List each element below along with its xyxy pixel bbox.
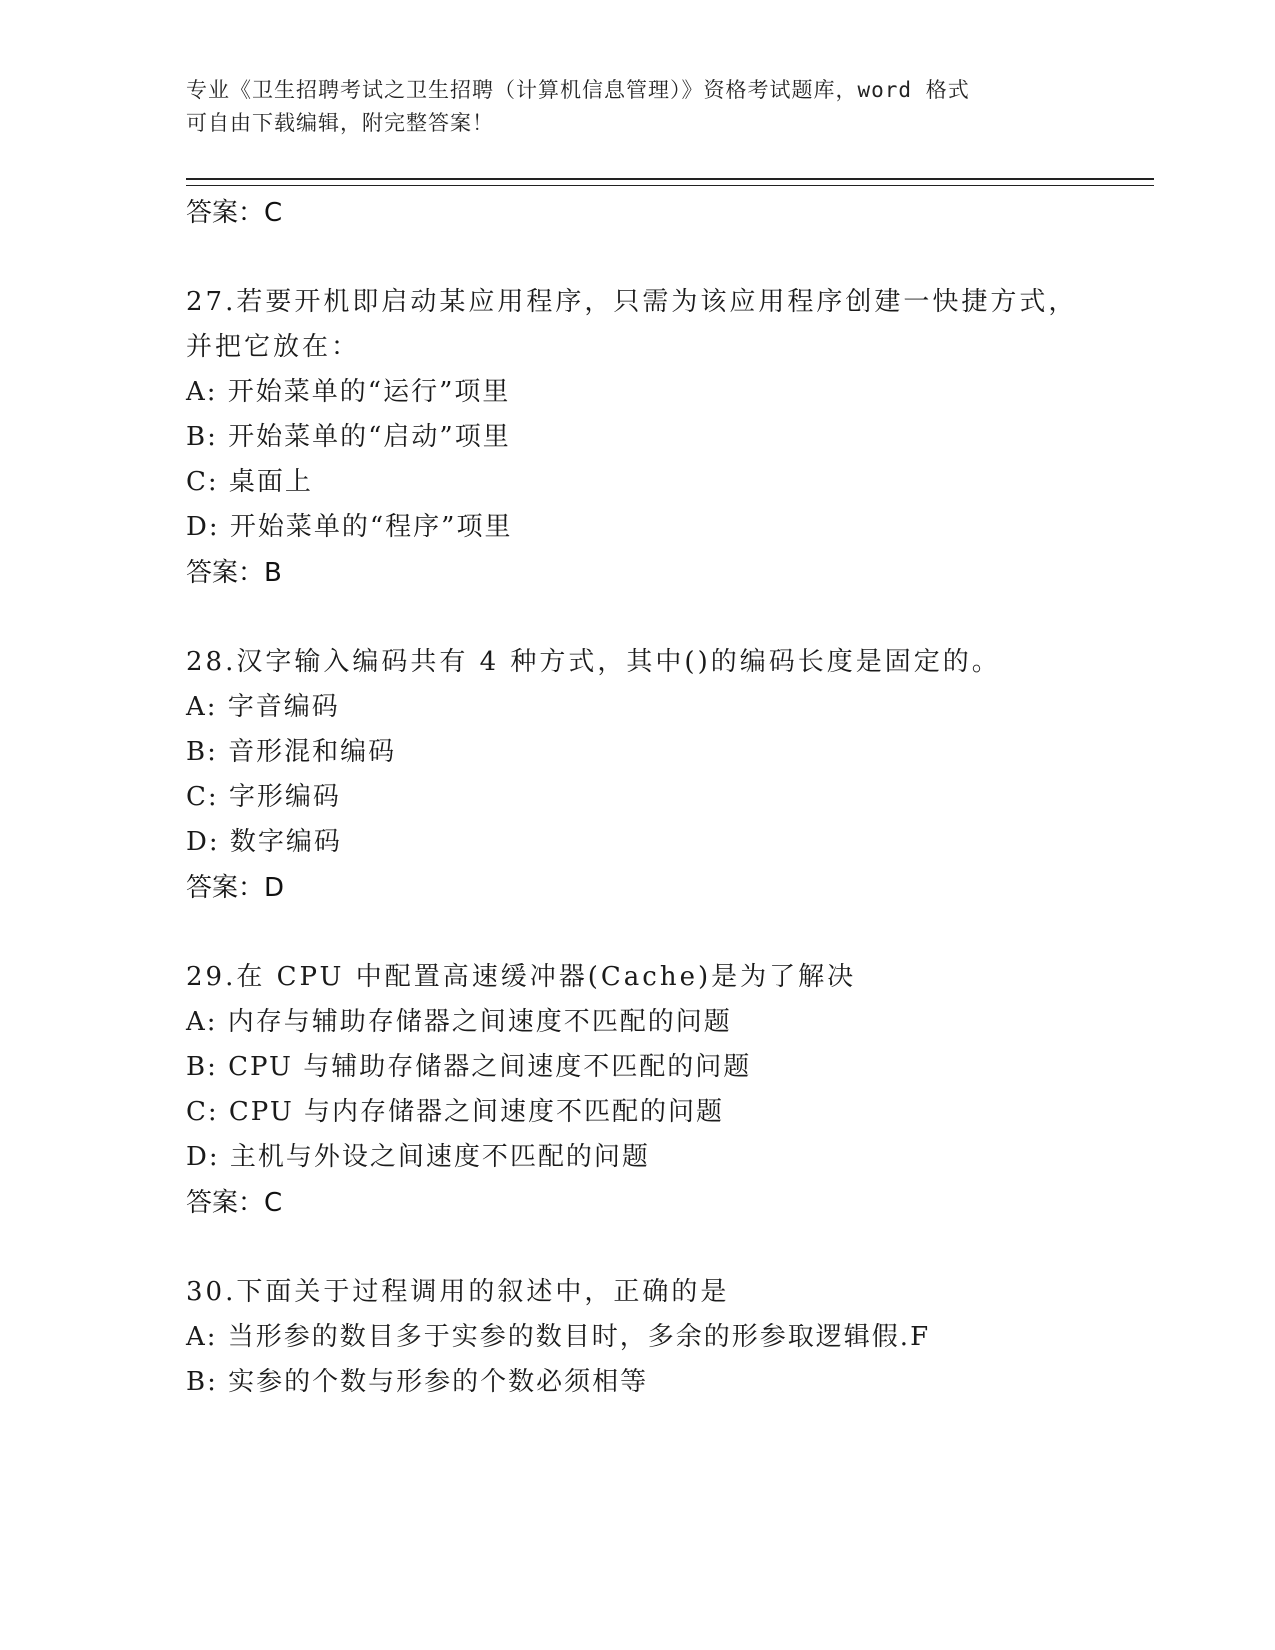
option-b: B: 音形混和编码: [186, 737, 397, 767]
question-text: 29.在 CPU 中配置高速缓冲器(Cache)是为了解决: [186, 962, 857, 992]
header-line-2: 可自由下载编辑，附完整答案！: [186, 111, 494, 135]
header-line-1: 专业《卫生招聘考试之卫生招聘（计算机信息管理）》资格考试题库，word 格式: [186, 78, 970, 102]
option-a: A: 当形参的数目多于实参的数目时，多余的形参取逻辑假.F: [186, 1322, 931, 1352]
option-d: D: 开始菜单的“程序”项里: [186, 512, 513, 542]
option-c: C: 桌面上: [186, 467, 313, 497]
option-c: C: CPU 与内存储器之间速度不匹配的问题: [186, 1097, 725, 1127]
question-text-continued: 并把它放在：: [186, 332, 361, 362]
option-b: B: 开始菜单的“启动”项里: [186, 422, 511, 452]
option-b: B: CPU 与辅助存储器之间速度不匹配的问题: [186, 1052, 752, 1082]
answer: 答案：B: [186, 558, 282, 588]
answer: 答案：C: [186, 1188, 283, 1218]
question-30: [186, 1270, 1146, 1405]
option-a: A: 字音编码: [186, 692, 340, 722]
option-c: C: 字形编码: [186, 782, 341, 812]
option-d: D: 数字编码: [186, 827, 342, 857]
question-text: 30.下面关于过程调用的叙述中，正确的是: [186, 1277, 730, 1307]
question-text: 27.若要开机即启动某应用程序，只需为该应用程序创建一快捷方式，: [186, 287, 1078, 317]
header-divider: [186, 178, 1154, 186]
document-header: [186, 74, 1086, 140]
question-27: [186, 280, 1146, 596]
option-d: D: 主机与外设之间速度不匹配的问题: [186, 1142, 650, 1172]
question-28: [186, 640, 1146, 911]
answer-previous: 答案：C: [186, 198, 283, 228]
option-b: B: 实参的个数与形参的个数必须相等: [186, 1367, 649, 1397]
question-29: [186, 955, 1146, 1226]
option-a: A: 开始菜单的“运行”项里: [186, 377, 511, 407]
question-list: [186, 190, 1146, 1405]
question-text: 28.汉字输入编码共有 4 种方式，其中()的编码长度是固定的。: [186, 647, 1001, 677]
answer: 答案：D: [186, 873, 285, 903]
option-a: A: 内存与辅助存储器之间速度不匹配的问题: [186, 1007, 732, 1037]
